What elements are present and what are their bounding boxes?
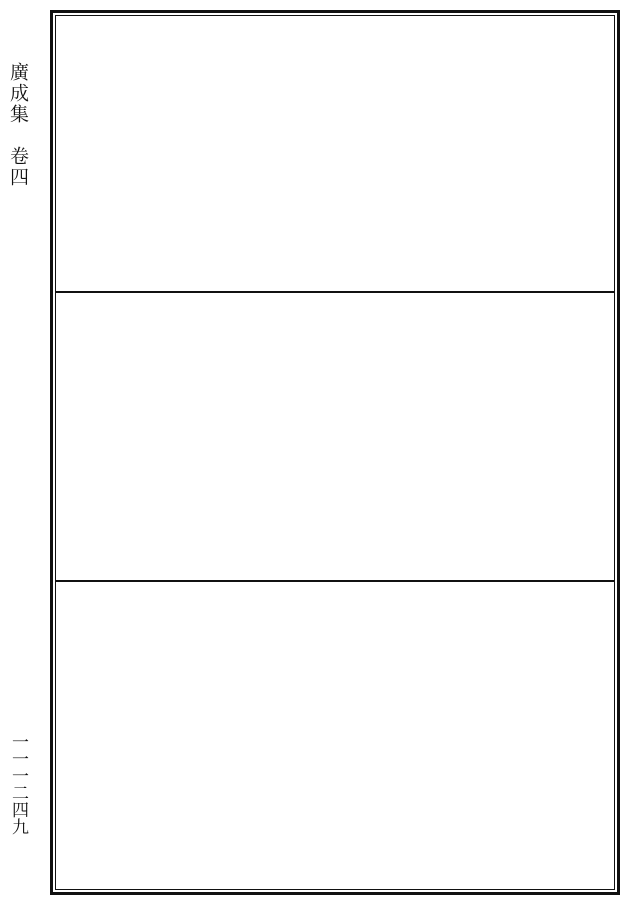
text-panel-middle xyxy=(58,296,612,577)
panel-divider-2 xyxy=(55,580,615,582)
margin-page-number: 一一一二四九 xyxy=(8,733,28,835)
text-panel-top xyxy=(58,18,612,289)
text-panel-bottom xyxy=(58,585,612,887)
margin-book-title: 廣成集 卷四 xyxy=(7,62,29,188)
panel-divider-1 xyxy=(55,291,615,293)
